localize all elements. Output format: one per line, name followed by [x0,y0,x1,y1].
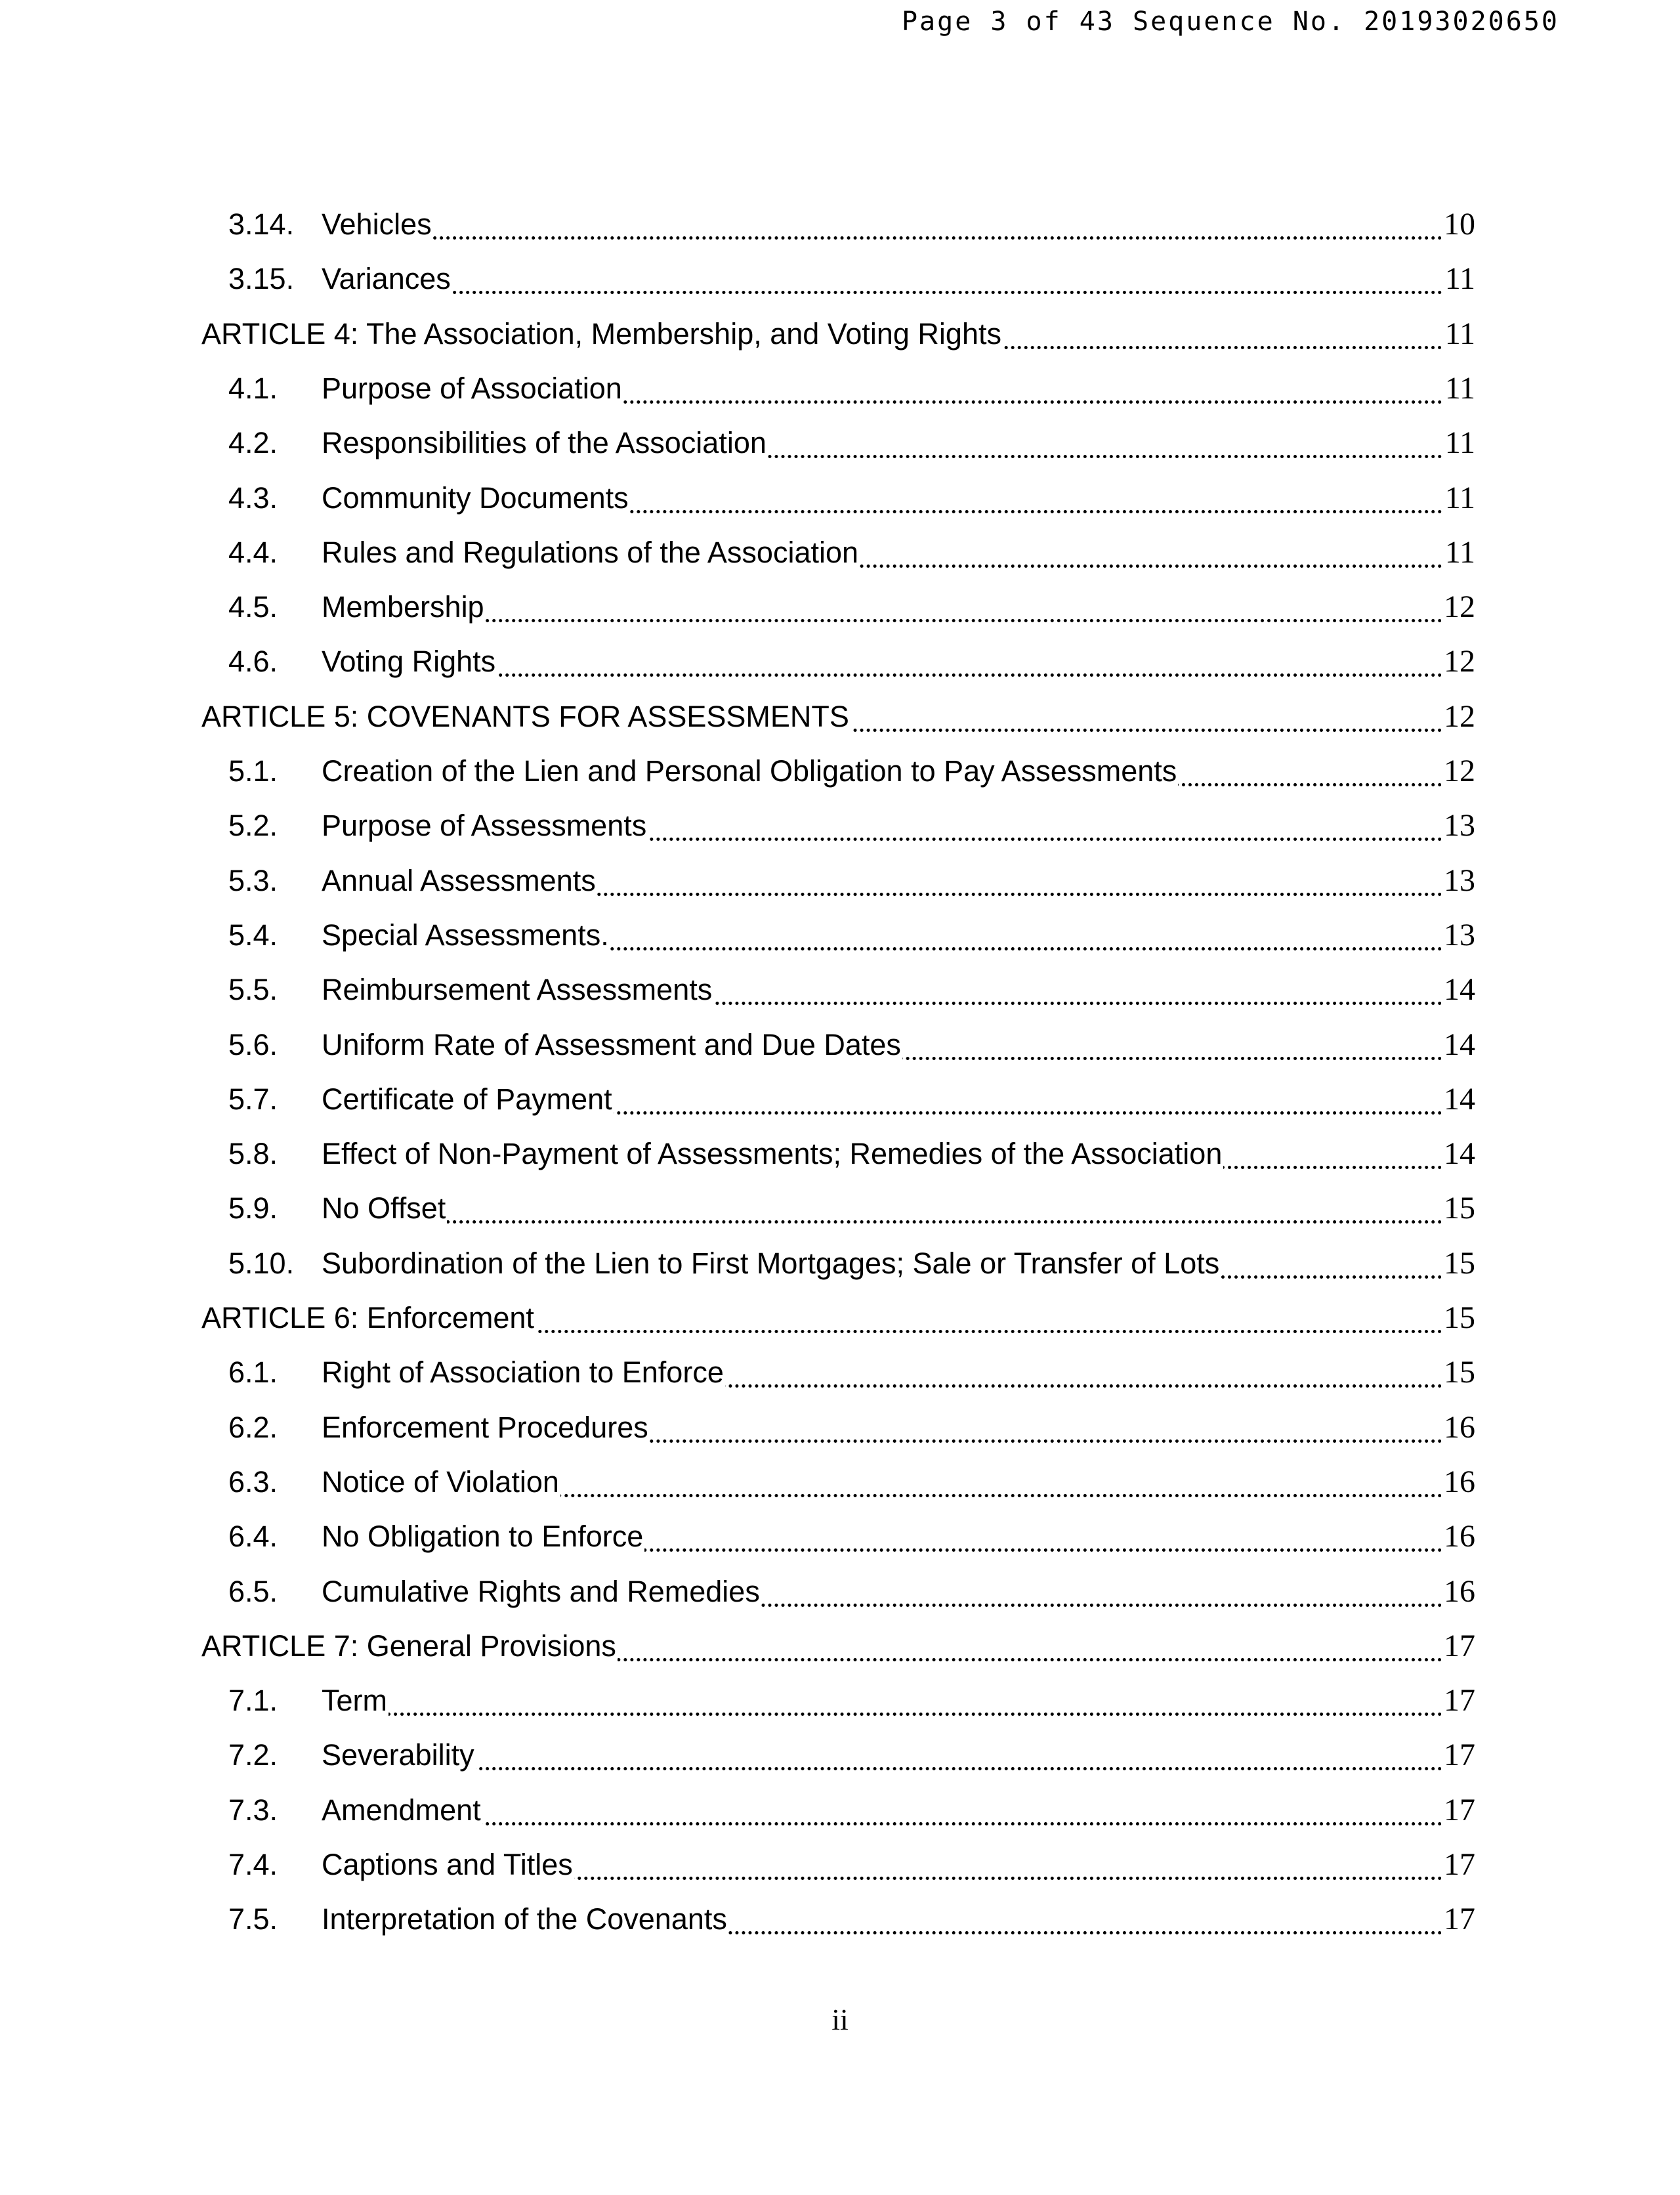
toc-entry-number: 5.4. [228,918,278,952]
toc-entry-title: Responsibilities of the Association [322,419,768,467]
toc-section-entry [0,1076,1680,1123]
toc-section-entry [0,1349,1680,1396]
toc-entry-title: Term [322,1677,388,1724]
toc-entry-number: 7.4. [228,1848,278,1881]
toc-section-entry [0,475,1680,522]
toc-entry-page: 12 [1441,693,1475,740]
toc-section-entry [0,255,1680,303]
toc-entry-page: 14 [1441,1076,1475,1123]
toc-entry-page: 11 [1442,475,1475,522]
toc-entry-title: Interpretation of the Covenants [322,1896,728,1943]
toc-entry-page: 11 [1442,529,1475,576]
toc-entry-number: 6.3. [228,1464,278,1499]
toc-entry-number: 4.5. [228,590,278,624]
toc-entry-title: ARTICLE 7: General Provisions [201,1623,618,1670]
toc-section-entry [0,857,1680,905]
toc-dot-leader [328,1713,1475,1716]
toc-entry-title: Reimbursement Assessments [322,966,713,1013]
toc-entry-number: 6.4. [228,1520,278,1554]
toc-entry-number: 5.10. [228,1246,295,1280]
toc-entry-number: 7.3. [228,1793,278,1827]
toc-entry-number: 5.9. [228,1191,278,1225]
toc-entry-page: 14 [1441,1021,1475,1069]
toc-section-entry [0,1896,1680,1943]
toc-entry-page: 14 [1441,1130,1475,1178]
toc-entry-title: Annual Assessments [322,857,597,905]
toc-section-entry [0,1021,1680,1069]
toc-section-entry [0,1787,1680,1834]
toc-entry-title: Notice of Violation [322,1459,560,1506]
toc-article-entry [0,1623,1680,1670]
page-header: Page 3 of 43 Sequence No. 20193020650 [901,7,1559,37]
toc-entry-number: 5.5. [228,973,278,1007]
toc-entry-title: Purpose of Association [322,365,623,412]
toc-entry-title: Certificate of Payment [322,1076,614,1123]
toc-entry-number: 4.1. [228,371,278,405]
toc-entry-number: 5.1. [228,754,278,788]
toc-entry-title: Amendment [322,1787,482,1834]
toc-entry-page: 11 [1442,255,1475,303]
toc-section-entry [0,802,1680,849]
toc-entry-number: 3.15. [228,262,295,296]
toc-section-entry [0,1130,1680,1178]
toc-entry-page: 16 [1441,1404,1475,1451]
toc-entry-number: 4.6. [228,645,278,679]
toc-dot-leader [328,619,1475,622]
toc-entry-page: 17 [1441,1732,1475,1779]
toc-dot-leader [328,236,1475,240]
toc-entry-title: Variances [322,255,452,303]
toc-article-entry [0,693,1680,740]
page-number: ii [831,2003,849,2036]
toc-section-entry [0,1240,1680,1287]
toc-entry-number: 6.1. [228,1355,278,1390]
toc-entry-number: 4.3. [228,480,278,515]
toc-section-entry [0,912,1680,959]
toc-entry-title: Rules and Regulations of the Association [322,529,860,576]
toc-entry-title: Vehicles [322,201,433,248]
toc-entry-title: Membership [322,584,486,631]
toc-entry-number: 6.2. [228,1410,278,1444]
toc-entry-number: 7.1. [228,1684,278,1718]
toc-entry-title: Uniform Rate of Assessment and Due Dates [322,1021,902,1069]
toc-entry-title: Creation of the Lien and Personal Obligation to Pay Assessments [322,748,1178,795]
toc-section-entry [0,966,1680,1013]
toc-entry-title: Effect of Non-Payment of Assessments; Remedies of the Association [322,1130,1223,1178]
toc-section-entry [0,1677,1680,1724]
toc-section-entry [0,1459,1680,1506]
toc-entry-page: 15 [1441,1349,1475,1396]
toc-entry-number: 5.6. [228,1027,278,1061]
toc-section-entry [0,1568,1680,1615]
toc-entry-number: 6.5. [228,1574,278,1608]
toc-entry-page: 15 [1441,1185,1475,1232]
toc-entry-page: 13 [1441,857,1475,905]
toc-entry-page: 16 [1441,1513,1475,1560]
toc-entry-page: 16 [1441,1568,1475,1615]
toc-entry-number: 5.3. [228,863,278,897]
toc-entry-title: No Obligation to Enforce [322,1513,644,1560]
toc-entry-page: 13 [1441,912,1475,959]
toc-entry-number: 7.5. [228,1902,278,1936]
toc-entry-number: 4.4. [228,535,278,569]
toc-section-entry [0,365,1680,412]
toc-section-entry [0,529,1680,576]
toc-entry-page: 14 [1441,966,1475,1013]
toc-entry-number: 4.2. [228,426,278,460]
toc-dot-leader [328,1220,1475,1224]
toc-section-entry [0,748,1680,795]
toc-entry-page: 11 [1442,365,1475,412]
toc-entry-page: 17 [1441,1896,1475,1943]
toc-entry-number: 5.2. [228,809,278,843]
toc-section-entry [0,1404,1680,1451]
toc-entry-page: 15 [1441,1294,1475,1342]
toc-entry-number: 3.14. [228,207,295,241]
toc-entry-title: Severability [322,1732,476,1779]
toc-entry-title: Enforcement Procedures [322,1404,650,1451]
toc-entry-title: No Offset [322,1185,447,1232]
toc-section-entry [0,1841,1680,1888]
toc-entry-number: 5.7. [228,1082,278,1116]
toc-article-entry [0,1294,1680,1342]
toc-entry-page: 10 [1441,201,1475,248]
toc-section-entry [0,1513,1680,1560]
toc-section-entry [0,201,1680,248]
toc-entry-title: Community Documents [322,475,630,522]
toc-entry-page: 13 [1441,802,1475,849]
toc-entry-title: Special Assessments. [322,912,610,959]
toc-entry-page: 12 [1441,584,1475,631]
toc-section-entry [0,638,1680,685]
toc-entry-title: Captions and Titles [322,1841,574,1888]
toc-entry-title: ARTICLE 4: The Association, Membership, and Voting Rights [201,310,1003,358]
toc-entry-page: 17 [1441,1677,1475,1724]
toc-entry-page: 17 [1441,1623,1475,1670]
toc-entry-title: Voting Rights [322,638,497,685]
toc-dot-leader [328,1767,1475,1770]
toc-article-entry [0,310,1680,358]
toc-section-entry [0,419,1680,467]
toc-dot-leader [328,673,1475,677]
toc-dot-leader [328,1822,1475,1825]
toc-entry-page: 11 [1442,310,1475,358]
toc-entry-title: Right of Association to Enforce [322,1349,725,1396]
toc-entry-page: 15 [1441,1240,1475,1287]
toc-section-entry [0,1732,1680,1779]
toc-entry-title: Purpose of Assessments [322,802,648,849]
toc-section-entry [0,1185,1680,1232]
toc-section-entry [0,584,1680,631]
toc-entry-title: Cumulative Rights and Remedies [322,1568,761,1615]
toc-entry-number: 5.8. [228,1137,278,1171]
toc-entry-page: 16 [1441,1459,1475,1506]
toc-entry-page: 11 [1442,419,1475,467]
toc-entry-title: ARTICLE 5: COVENANTS FOR ASSESSMENTS [201,693,850,740]
toc-dot-leader [328,291,1475,294]
toc-entry-page: 12 [1441,748,1475,795]
toc-entry-page: 12 [1441,638,1475,685]
toc-entry-title: ARTICLE 6: Enforcement [201,1294,536,1342]
toc-entry-number: 7.2. [228,1738,278,1772]
toc-entry-page: 17 [1441,1787,1475,1834]
toc-entry-title: Subordination of the Lien to First Mortgages; Sale or Transfer of Lots [322,1240,1221,1287]
toc-entry-page: 17 [1441,1841,1475,1888]
